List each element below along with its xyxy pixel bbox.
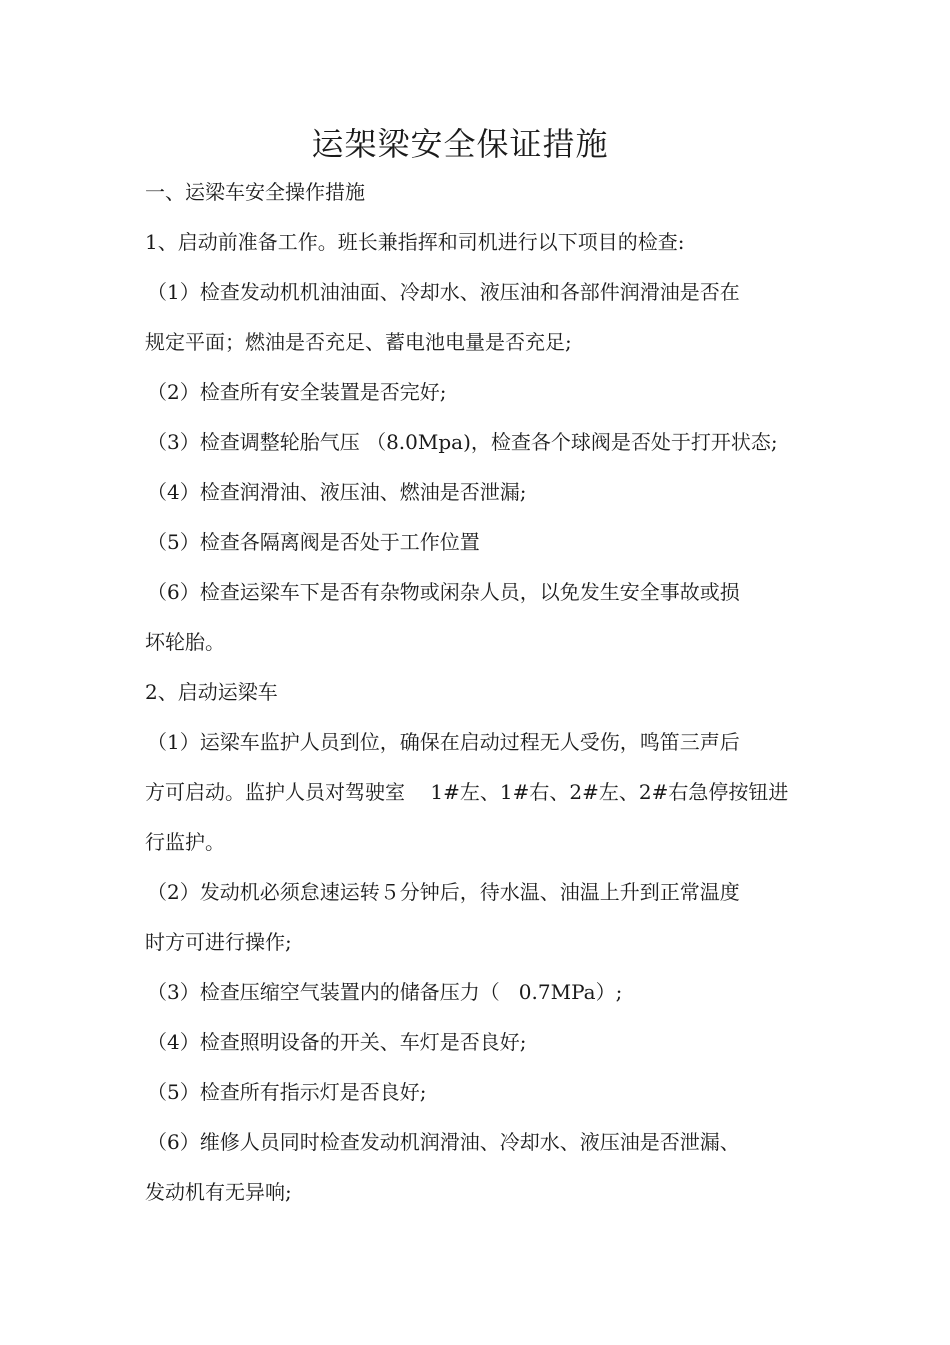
subsection-heading-2: 2、启动运梁车 [145,680,278,704]
paragraph-line: （1）运梁车监护人员到位，确保在启动过程无人受伤，鸣笛三声后 [147,730,740,754]
paragraph-line: （4）检查照明设备的开关、车灯是否良好; [147,1030,527,1054]
paragraph-line: 规定平面；燃油是否充足、蓄电池电量是否充足; [145,330,572,354]
paragraph-line: （2）检查所有安全装置是否完好; [147,380,447,404]
paragraph-line: （2）发动机必须怠速运转５分钟后，待水温、油温上升到正常温度 [147,880,740,904]
paragraph-line: （6）维修人员同时检查发动机润滑油、冷却水、液压油是否泄漏、 [147,1130,740,1154]
subsection-heading-1: 1、启动前准备工作。班长兼指挥和司机进行以下项目的检查: [145,230,685,254]
paragraph-line: （4）检查润滑油、液压油、燃油是否泄漏; [147,480,527,504]
paragraph-line: 行监护。 [145,830,225,854]
document-title: 运架梁安全保证措施 [311,125,609,163]
paragraph-line: （5）检查各隔离阀是否处于工作位置 [147,530,480,554]
paragraph-line: 发动机有无异响; [145,1180,292,1204]
paragraph-line: 时方可进行操作; [145,930,292,954]
section-heading-1: 一、运梁车安全操作措施 [145,180,365,204]
paragraph-line: （3）检查压缩空气装置内的储备压力（ 0.7MPa）; [147,980,623,1004]
paragraph-line: （6）检查运梁车下是否有杂物或闲杂人员，以免发生安全事故或损 [147,580,740,604]
paragraph-line: 坏轮胎。 [145,630,225,654]
paragraph-line: （5）检查所有指示灯是否良好; [147,1080,427,1104]
paragraph-line: （3）检查调整轮胎气压 （8.0Mpa)，检查各个球阀是否处于打开状态; [147,430,778,454]
paragraph-line: 方可启动。监护人员对驾驶室 1#左、1#右、2#左、2#右急停按钮进 [145,780,789,804]
paragraph-line: （1）检查发动机机油油面、冷却水、液压油和各部件润滑油是否在 [147,280,740,304]
